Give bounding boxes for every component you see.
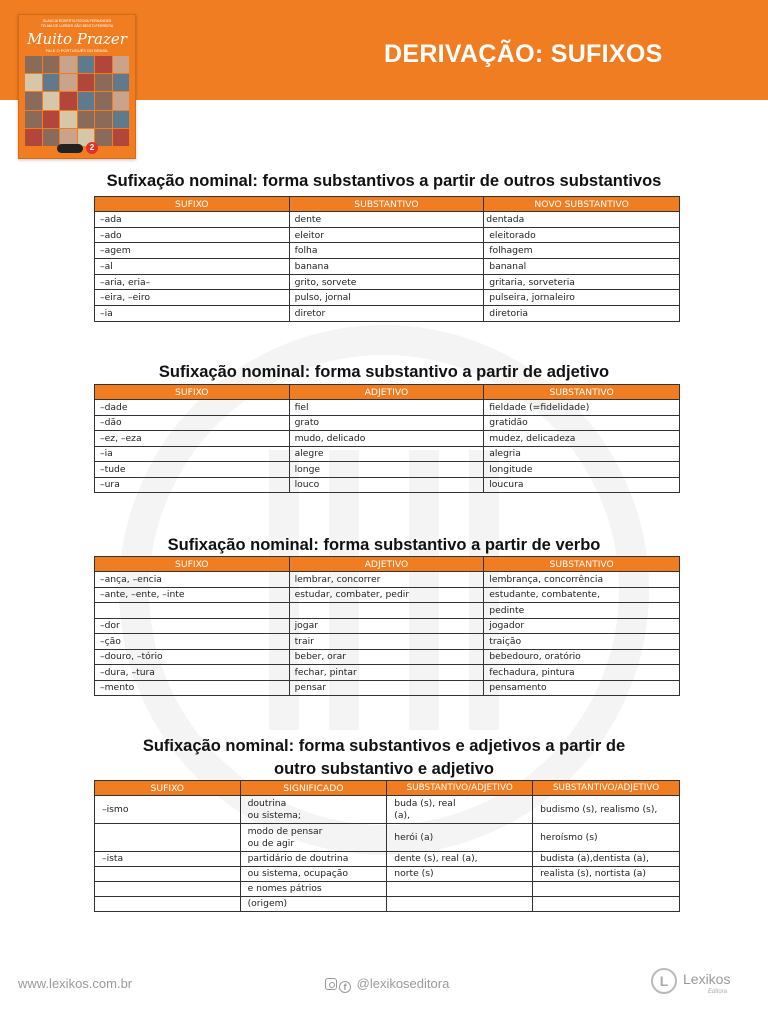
table-cell [387, 897, 533, 912]
cover-title: Muito Prazer [27, 30, 127, 48]
table-cell [387, 882, 533, 897]
cover-subtitle: FALE O PORTUGUÊS DO BRASIL [45, 48, 109, 53]
table-cell: –ado [95, 227, 290, 243]
table-cell: mudo, delicado [289, 431, 484, 447]
table-row [95, 306, 680, 322]
table-cell: –eira, –eiro [95, 290, 290, 306]
table-cell [289, 603, 484, 619]
table-row [95, 572, 680, 588]
table-cell: gratidão [484, 415, 680, 431]
table-cell: norte (s) [387, 867, 533, 882]
section-2-title: Sufixação nominal: forma substantivo a partir de adjetivo [158, 363, 610, 381]
table-nouns-adjectives-from-nouns-adjectives [94, 780, 680, 912]
table-row [95, 897, 680, 912]
table-cell: –ia [95, 306, 290, 322]
table-cell: alegria [484, 446, 680, 462]
table-cell [95, 882, 241, 897]
table-cell: gritaria, sorveteria [484, 274, 680, 290]
section-3-title: Sufixação nominal: forma substantivo a partir de verbo [167, 536, 601, 554]
table-cell: dente (s), real (a), [387, 852, 533, 867]
table-cell [95, 603, 290, 619]
table-cell: –douro, –tório [95, 649, 290, 665]
table-cell: fiel [289, 400, 484, 416]
cover-authors: GLAUCIA ROBERTA ROCHA FERNANDES TELMA DE LURDES SÃO BENTO FERREIRA [40, 19, 114, 28]
column-header: SUBSTANTIVO/ADJETIVO [533, 781, 680, 796]
table-cell: jogar [289, 618, 484, 634]
column-header: SUBSTANTIVO [484, 557, 680, 572]
table-cell: –ança, –encia [95, 572, 290, 588]
table-cell: –mento [95, 680, 290, 696]
section-1-title: Sufixação nominal: forma substantivos a partir de outros substantivos [106, 172, 662, 190]
table-cell: –aria, eria– [95, 274, 290, 290]
table-cell: pensamento [484, 680, 680, 696]
footer-website[interactable]: www.lexikos.com.br [18, 976, 133, 991]
column-header: SUFIXO [95, 385, 290, 400]
table-cell: grito, sorvete [289, 274, 484, 290]
table-row [95, 634, 680, 650]
table-row [95, 212, 680, 228]
table-cell: longe [289, 462, 484, 478]
table-row [95, 462, 680, 478]
table-cell: mudez, delicadeza [484, 431, 680, 447]
column-header: ADJETIVO [289, 557, 484, 572]
instagram-icon [325, 978, 337, 990]
table-nouns-from-adjectives [94, 384, 680, 493]
column-header: SUFIXO [95, 197, 290, 212]
table-row [95, 852, 680, 867]
table-cell: longitude [484, 462, 680, 478]
table-cell: traição [484, 634, 680, 650]
table-row [95, 400, 680, 416]
footer-brand: Lexikos [683, 971, 731, 987]
book-cover-image [18, 14, 136, 159]
table-row [95, 243, 680, 259]
table-cell: budista (a),dentista (a), [533, 852, 680, 867]
table-cell: eleitorado [484, 227, 680, 243]
table-cell: diretoria [484, 306, 680, 322]
cover-volume-badge: 2 [86, 142, 98, 154]
table-row [95, 290, 680, 306]
table-cell: –ção [95, 634, 290, 650]
table-cell: –dura, –tura [95, 665, 290, 681]
table-cell: lembrança, concorrência [484, 572, 680, 588]
table-row [95, 618, 680, 634]
table-cell: –al [95, 259, 290, 275]
table-cell: budismo (s), realismo (s), [533, 796, 680, 824]
table-cell: –ista [95, 852, 241, 867]
table-cell: herói (a) [387, 824, 533, 852]
table-cell: –ura [95, 477, 290, 493]
table-cell: realista (s), nortista (a) [533, 867, 680, 882]
table-cell: dentada [484, 212, 680, 228]
table-cell: –ismo [95, 796, 241, 824]
table-row [95, 587, 680, 603]
table-cell: –tude [95, 462, 290, 478]
column-header: ADJETIVO [289, 385, 484, 400]
footer-brand-sub: Editora [708, 989, 728, 995]
table-cell: (origem) [240, 897, 387, 912]
table-row [95, 446, 680, 462]
lexikos-logo-icon: L [651, 968, 677, 994]
table-cell: fechadura, pintura [484, 665, 680, 681]
column-header: SIGNIFICADO [240, 781, 387, 796]
table-cell: pulso, jornal [289, 290, 484, 306]
table-row [95, 259, 680, 275]
table-row [95, 649, 680, 665]
table-cell: partidário de doutrina [240, 852, 387, 867]
page-title: DERIVAÇÃO: SUFIXOS [384, 40, 663, 68]
table-cell: alegre [289, 446, 484, 462]
column-header: NOVO SUBSTANTIVO [484, 197, 680, 212]
table-cell: –dade [95, 400, 290, 416]
table-cell: bebedouro, oratório [484, 649, 680, 665]
table-row [95, 415, 680, 431]
table-cell: folha [289, 243, 484, 259]
facebook-icon: f [339, 981, 351, 993]
table-header-row [95, 781, 680, 796]
table-row [95, 680, 680, 696]
table-cell [533, 882, 680, 897]
table-row [95, 867, 680, 882]
table-cell: banana [289, 259, 484, 275]
table-cell [95, 824, 241, 852]
table-cell: –dor [95, 618, 290, 634]
column-header: SUFIXO [95, 557, 290, 572]
table-cell: fieldade (=fidelidade) [484, 400, 680, 416]
table-nouns-from-nouns [94, 196, 680, 322]
table-row [95, 274, 680, 290]
column-header: SUBSTANTIVO [484, 385, 680, 400]
table-cell [95, 897, 241, 912]
table-cell: buda (s), real (a), [387, 796, 533, 824]
table-cell: folhagem [484, 243, 680, 259]
table-cell: diretor [289, 306, 484, 322]
table-cell [533, 897, 680, 912]
table-row [95, 665, 680, 681]
table-cell: grato [289, 415, 484, 431]
table-row [95, 824, 680, 852]
column-header: SUFIXO [95, 781, 241, 796]
footer-social[interactable] [325, 976, 449, 993]
table-cell: e nomes pátrios [240, 882, 387, 897]
column-header: SUBSTANTIVO [289, 197, 484, 212]
table-row [95, 603, 680, 619]
table-cell: loucura [484, 477, 680, 493]
table-cell: pedinte [484, 603, 680, 619]
table-cell: –ada [95, 212, 290, 228]
table-cell: trair [289, 634, 484, 650]
table-row [95, 882, 680, 897]
table-header-row [95, 197, 680, 212]
table-cell: pulseira, jornaleiro [484, 290, 680, 306]
table-row [95, 477, 680, 493]
table-cell: lembrar, concorrer [289, 572, 484, 588]
table-header-row [95, 557, 680, 572]
cover-publisher-logo [57, 144, 83, 153]
table-cell: pensar [289, 680, 484, 696]
table-cell: beber, orar [289, 649, 484, 665]
table-cell: estudante, combatente, [484, 587, 680, 603]
table-cell: eleitor [289, 227, 484, 243]
table-cell: modo de pensar ou de agir [240, 824, 387, 852]
table-cell [95, 867, 241, 882]
column-header: SUBSTANTIVO/ADJETIVO [387, 781, 533, 796]
table-cell: jogador [484, 618, 680, 634]
table-cell: doutrina ou sistema; [240, 796, 387, 824]
table-cell: bananal [484, 259, 680, 275]
table-cell: –ez, –eza [95, 431, 290, 447]
table-header-row [95, 385, 680, 400]
table-cell: louco [289, 477, 484, 493]
table-cell: –agem [95, 243, 290, 259]
table-cell: heroísmo (s) [533, 824, 680, 852]
cover-photo-grid [25, 56, 129, 146]
table-cell: dente [289, 212, 484, 228]
table-cell: –ia [95, 446, 290, 462]
table-cell: ou sistema, ocupação [240, 867, 387, 882]
table-cell: estudar, combater, pedir [289, 587, 484, 603]
table-nouns-from-verbs [94, 556, 680, 696]
section-4-title: Sufixação nominal: forma substantivos e adjetivos a partir de outro substantivo e adjetivo [142, 737, 626, 778]
table-cell: –dão [95, 415, 290, 431]
social-handle: @lexikoseditora [356, 976, 450, 991]
table-row [95, 796, 680, 824]
table-cell: –ante, –ente, –inte [95, 587, 290, 603]
table-cell: fechar, pintar [289, 665, 484, 681]
table-row [95, 431, 680, 447]
table-row [95, 227, 680, 243]
